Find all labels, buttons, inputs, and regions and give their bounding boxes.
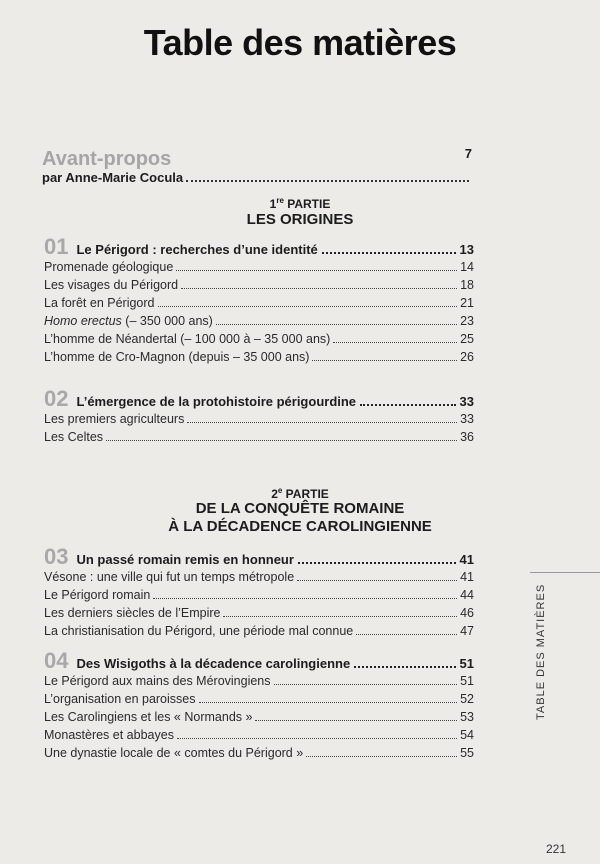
toc-entry [44, 622, 474, 640]
chapter-number: 03 [44, 544, 69, 569]
chapter-01 [44, 236, 474, 366]
entry-page: 14 [460, 260, 474, 274]
chapter-03-heading [44, 546, 474, 568]
leader-dots [312, 360, 457, 361]
part2-title-line1: DE LA CONQUÊTE ROMAINE [195, 500, 405, 517]
chapter-title: L’émergence de la protohistoire périgourdine [76, 394, 357, 409]
leader-dots [322, 252, 456, 254]
leader-dots [255, 720, 457, 721]
toc-entry [44, 672, 474, 690]
toc-entry [44, 330, 474, 348]
entry-page: 46 [460, 606, 474, 620]
toc-entry [44, 708, 474, 726]
chapter-01-heading [44, 236, 474, 258]
entry-title: L’organisation en paroisses [44, 692, 196, 706]
avant-propos-page: 7 [464, 146, 472, 161]
page-number: 221 [546, 842, 567, 856]
leader-dots [186, 180, 469, 182]
part1-sup: re [276, 196, 284, 205]
leader-dots [333, 342, 457, 343]
entry-page: 21 [460, 296, 474, 310]
toc-entry [44, 586, 474, 604]
chapter-title: Le Périgord : recherches d’une identité [76, 242, 318, 257]
entry-title: Les premiers agriculteurs [44, 412, 185, 426]
toc-entry [44, 690, 474, 708]
entry-title: Les derniers siècles de l’Empire [44, 606, 221, 620]
entry-title: L’homme de Cro-Magnon (depuis – 35 000 ans) [44, 350, 310, 364]
entry-page: 36 [460, 430, 474, 444]
entry-page: 51 [460, 674, 474, 688]
toc-entry [44, 276, 474, 294]
avant-propos-heading: Avant-propos [42, 148, 172, 170]
entry-title-italic: Homo erectus [44, 314, 122, 328]
toc-entry [44, 604, 474, 622]
entry-title: Les Carolingiens et les « Normands » [44, 710, 253, 724]
entry-title: Les Celtes [44, 430, 104, 444]
leader-dots [176, 270, 457, 271]
entry-page: 52 [460, 692, 474, 706]
part2-word: PARTIE [285, 487, 329, 501]
leader-dots [356, 634, 457, 635]
leader-dots [153, 598, 457, 599]
leader-dots [158, 306, 458, 307]
leader-dots [274, 684, 458, 685]
chapter-number: 02 [44, 386, 69, 411]
toc-entry [44, 348, 474, 366]
toc-entry [44, 744, 474, 762]
chapter-04-heading [44, 650, 474, 672]
entry-title: La forêt en Périgord [44, 296, 155, 310]
toc-entry [44, 258, 474, 276]
avant-propos-row [42, 170, 472, 185]
part2-sup: e [277, 486, 283, 495]
entry-title: Les visages du Périgord [44, 278, 179, 292]
entry-title [44, 312, 213, 330]
leader-dots [216, 324, 457, 325]
chapter-page: 33 [459, 394, 474, 409]
leader-dots [199, 702, 458, 703]
chapter-04 [44, 650, 474, 762]
chapter-02-heading [44, 388, 474, 410]
leader-dots [106, 440, 457, 441]
leader-dots [354, 666, 455, 668]
entry-page: 44 [460, 588, 474, 602]
part2-label [0, 486, 600, 501]
entry-title: La christianisation du Périgord, une période mal connue [44, 624, 354, 638]
toc-entry [44, 568, 474, 586]
entry-title: L’homme de Néandertal (– 100 000 à – 35 000 ans) [44, 332, 331, 346]
part1-number: 1 [269, 197, 277, 211]
side-running-head: TABLE DES MATIÈRES [535, 583, 547, 720]
entry-page: 33 [460, 412, 474, 426]
entry-title: Le Périgord romain [44, 588, 151, 602]
entry-page: 55 [460, 746, 474, 760]
entry-page: 18 [460, 278, 474, 292]
avant-propos-entry [42, 148, 472, 185]
chapter-page: 41 [459, 552, 474, 567]
entry-page: 41 [460, 570, 474, 584]
entry-page: 47 [460, 624, 474, 638]
leader-dots [297, 580, 457, 581]
leader-dots [298, 562, 456, 564]
entry-title: Promenade géologique [44, 260, 174, 274]
toc-entry [44, 428, 474, 446]
leader-dots [181, 288, 457, 289]
entry-title: Le Périgord aux mains des Mérovingiens [44, 674, 271, 688]
entry-page: 26 [460, 350, 474, 364]
toc-entry [44, 410, 474, 428]
leader-dots [360, 404, 455, 406]
entry-title: Vésone : une ville qui fut un temps métropole [44, 570, 295, 584]
part1-title: LES ORIGINES [246, 211, 354, 228]
avant-propos-author: par Anne-Marie Cocula [42, 170, 184, 185]
chapter-page: 13 [459, 242, 474, 257]
entry-title: Une dynastie locale de « comtes du Périgord » [44, 746, 304, 760]
leader-dots [223, 616, 457, 617]
chapter-number: 04 [44, 648, 69, 673]
entry-title: Monastères et abbayes [44, 728, 174, 742]
entry-page: 23 [460, 314, 474, 328]
part1-label [0, 196, 600, 211]
entry-page: 54 [460, 728, 474, 742]
chapter-title: Des Wisigoths à la décadence carolingienne [76, 656, 351, 671]
leader-dots [177, 738, 457, 739]
chapter-02 [44, 388, 474, 446]
entry-page: 53 [460, 710, 474, 724]
entry-page: 25 [460, 332, 474, 346]
entry-title-rest: (– 350 000 ans) [121, 314, 213, 328]
chapter-page: 51 [459, 656, 474, 671]
chapter-number: 01 [44, 234, 69, 259]
leader-dots [306, 756, 457, 757]
part2-number: 2 [271, 487, 278, 501]
page-title: Table des matières [143, 22, 457, 63]
leader-dots [187, 422, 457, 423]
toc-entry [44, 726, 474, 744]
toc-entry [44, 294, 474, 312]
chapter-title: Un passé romain remis en honneur [76, 552, 294, 567]
toc-entry [44, 312, 474, 330]
chapter-03 [44, 546, 474, 640]
part2-title-line2: À LA DÉCADENCE CAROLINGIENNE [168, 518, 432, 535]
part1-word: PARTIE [287, 197, 331, 211]
